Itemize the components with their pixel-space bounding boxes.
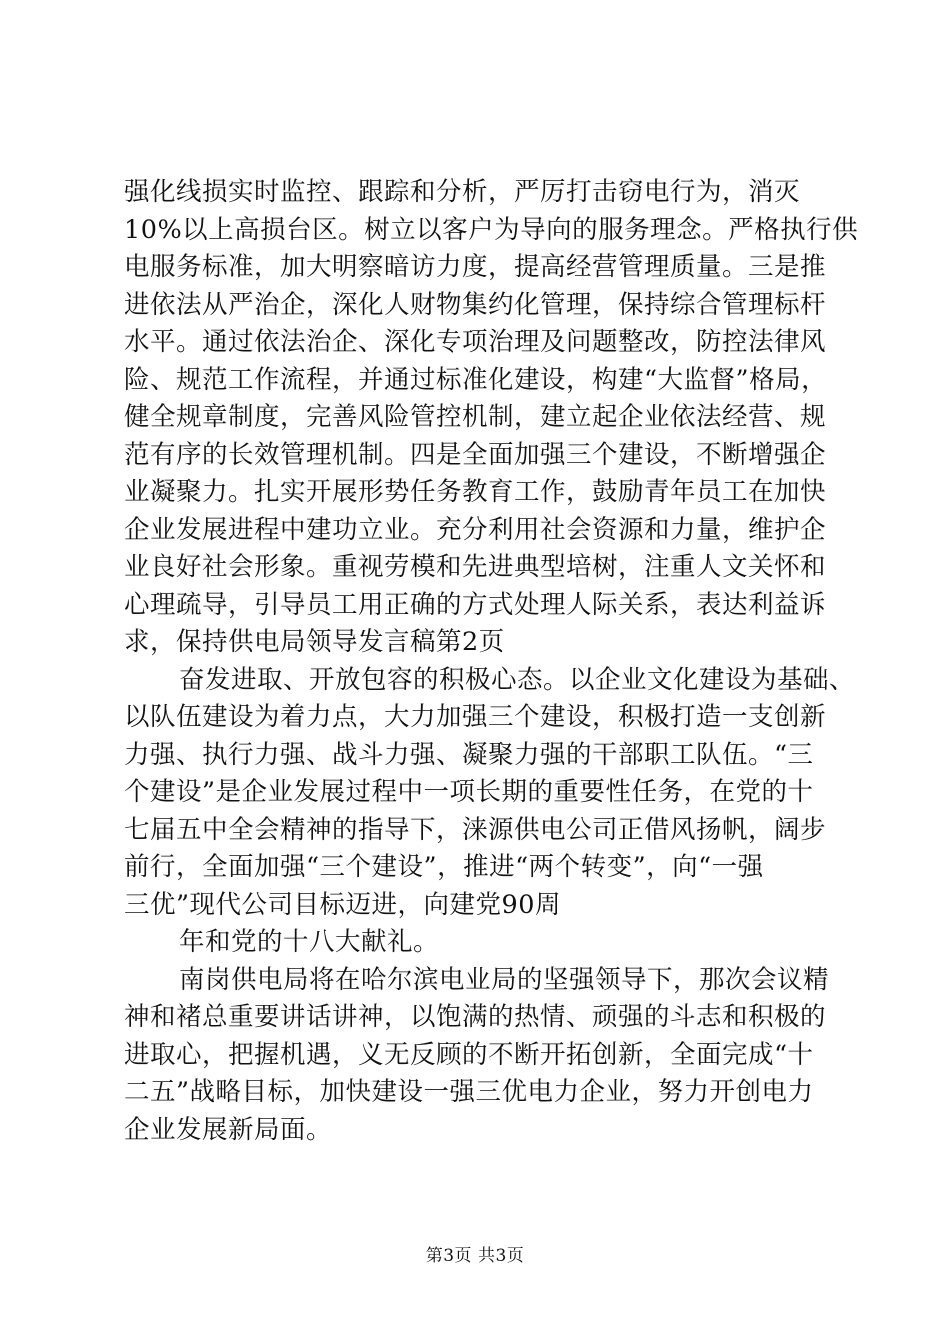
text-line: 求，保持供电局领导发言稿第2页	[124, 627, 505, 657]
text-line: 以队伍建设为着力点，大力加强三个建设，积极打造一支创新	[124, 702, 827, 732]
text-line: 力强、执行力强、战斗力强、凝聚力强的干部职工队伍。“三	[124, 739, 814, 770]
text-line: 神和褚总重要讲话讲神，以饱满的热情、顽强的斗志和积极的	[124, 1002, 827, 1032]
text-line: 业凝聚力。扎实开展形势任务教育工作，鼓励青年员工在加快	[124, 477, 827, 507]
text-line: 企业发展新局面。	[124, 1114, 333, 1145]
text-line: 进依法从严治企，深化人财物集约化管理，保持综合管理标杆	[124, 289, 827, 320]
text-line: 企业发展进程中建功立业。充分利用社会资源和力量，维护企	[124, 514, 827, 545]
text-line: 奋发进取、开放包容的积极心态。以企业文化建设为基础、	[179, 664, 856, 695]
text-line: 南岗供电局将在哈尔滨电业局的坚强领导下，那次会议精	[179, 964, 830, 995]
page-footer: 第3页 共3页	[425, 1246, 525, 1266]
text-line: 险、规范工作流程，并通过标准化建设，构建“大监督”格局，	[124, 364, 828, 395]
text-line: 七届五中全会精神的指导下，涞源供电公司正借风扬帆，阔步	[124, 814, 827, 845]
text-line: 前行，全面加强“三个建设”，推进“两个转变”，向“一强	[124, 852, 764, 882]
text-line: 业良好社会形象。重视劳模和先进典型培树，注重人文关怀和	[124, 552, 827, 582]
body-text	[124, 174, 859, 1149]
text-line: 二五”战略目标，加快建设一强三优电力企业，努力开创电力	[124, 1077, 814, 1107]
text-line: 范有序的长效管理机制。四是全面加强三个建设，不断增强企	[124, 439, 827, 470]
text-line: 电服务标准，加大明察暗访力度，提高经营管理质量。三是推	[124, 252, 827, 282]
text-line: 个建设”是企业发展过程中一项长期的重要性任务，在党的十	[124, 777, 814, 807]
text-line: 健全规章制度，完善风险管控机制，建立起企业依法经营、规	[124, 402, 827, 432]
text-line: 10%以上高损台区。树立以客户为导向的服务理念。严格执行供	[124, 214, 859, 245]
text-line: 年和党的十八大献礼。	[179, 927, 440, 957]
text-line: 三优”现代公司目标迈进，向建党90周	[124, 889, 561, 920]
text-line: 心理疏导，引导员工用正确的方式处理人际关系，表达利益诉	[124, 589, 827, 620]
text-line: 水平。通过依法治企、深化专项治理及问题整改，防控法律风	[124, 327, 827, 357]
text-line: 进取心，把握机遇，义无反顾的不断开拓创新，全面完成“十	[124, 1039, 814, 1070]
text-line: 强化线损实时监控、跟踪和分析，严厉打击窃电行为，消灭	[124, 177, 801, 207]
